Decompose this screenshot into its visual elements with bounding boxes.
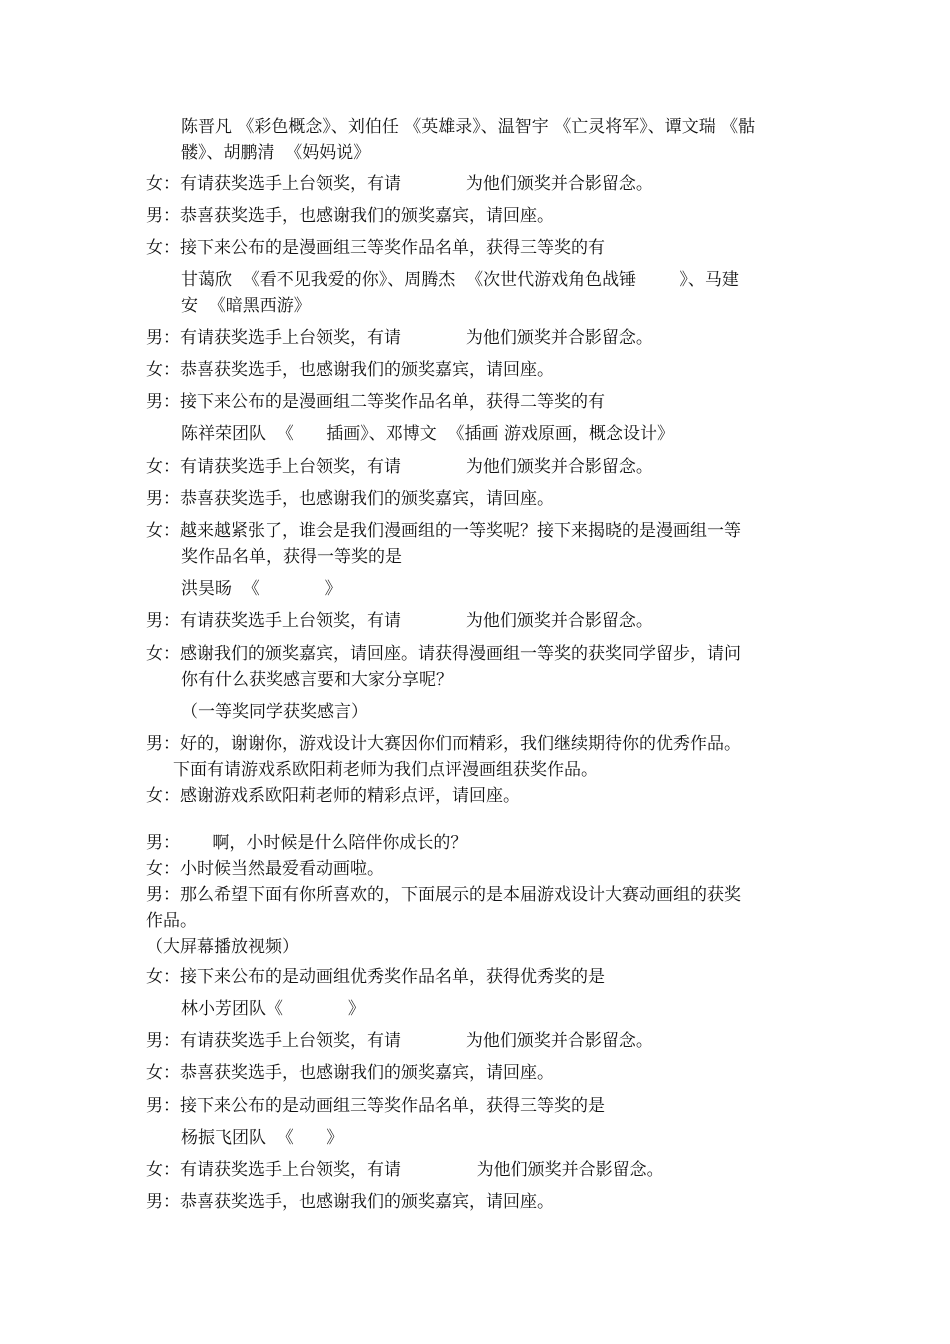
text-line: 安 《暗黑西游》 [181, 296, 311, 316]
text-line: 男：恭喜获奖选手，也感谢我们的颁奖嘉宾，请回座。 [146, 1192, 554, 1212]
text-line: 陈晋凡 《彩色概念》、刘伯任 《英雄录》、温智宇 《亡灵将军》、谭文瑞 《骷 [181, 117, 756, 137]
text-line: 女：接下来公布的是漫画组三等奖作品名单，获得三等奖的有 [146, 238, 605, 258]
text-line: 男：接下来公布的是动画组三等奖作品名单，获得三等奖的是 [146, 1096, 605, 1116]
text-line: 女：越来越紧张了，谁会是我们漫画组的一等奖呢？接下来揭晓的是漫画组一等 [146, 521, 741, 541]
text-line: 甘蔼欣 《看不见我爱的你》、周腾杰 《次世代游戏角色战锤 》、马建 [181, 270, 739, 290]
text-line: 男：有请获奖选手上台领奖，有请 为他们颁奖并合影留念。 [146, 1031, 653, 1051]
text-line: 女：小时候当然最爱看动画啦。 [146, 859, 384, 879]
text-line: 男：恭喜获奖选手，也感谢我们的颁奖嘉宾，请回座。 [146, 206, 554, 226]
text-line: 下面有请游戏系欧阳莉老师为我们点评漫画组获奖作品。 [173, 760, 598, 780]
text-line: 女：有请获奖选手上台领奖，有请 为他们颁奖并合影留念。 [146, 457, 653, 477]
text-line: 男：那么希望下面有你所喜欢的，下面展示的是本届游戏设计大赛动画组的获奖 [146, 885, 741, 905]
text-line: 男：恭喜获奖选手，也感谢我们的颁奖嘉宾，请回座。 [146, 489, 554, 509]
text-line: 男：有请获奖选手上台领奖，有请 为他们颁奖并合影留念。 [146, 328, 653, 348]
text-line: 洪昊旸 《 》 [181, 579, 342, 599]
text-line: （大屏幕播放视频） [146, 937, 299, 957]
text-line: 陈祥荣团队 《 插画》、邓博文 《插画 游戏原画，概念设计》 [181, 424, 674, 444]
text-line: （一等奖同学获奖感言） [181, 702, 368, 722]
text-line: 女：感谢游戏系欧阳莉老师的精彩点评，请回座。 [146, 786, 520, 806]
text-line: 你有什么获奖感言要和大家分享呢？ [181, 670, 453, 690]
text-line: 男：接下来公布的是漫画组二等奖作品名单，获得二等奖的有 [146, 392, 605, 412]
text-line: 男：有请获奖选手上台领奖，有请 为他们颁奖并合影留念。 [146, 611, 653, 631]
text-line: 女：感谢我们的颁奖嘉宾，请回座。请获得漫画组一等奖的获奖同学留步，请问 [146, 644, 741, 664]
text-line: 髅》、胡鹏清 《妈妈说》 [181, 143, 371, 163]
text-line: 杨振飞团队 《 》 [181, 1128, 344, 1148]
text-line: 男：好的，谢谢你，游戏设计大赛因你们而精彩，我们继续期待你的优秀作品。 [146, 734, 741, 754]
text-line: 女：恭喜获奖选手，也感谢我们的颁奖嘉宾，请回座。 [146, 1063, 554, 1083]
text-line: 女：接下来公布的是动画组优秀奖作品名单，获得优秀奖的是 [146, 967, 605, 987]
text-line: 林小芳团队《 》 [181, 999, 365, 1019]
text-line: 作品。 [146, 911, 197, 931]
text-line: 女：有请获奖选手上台领奖，有请 为他们颁奖并合影留念。 [146, 1160, 664, 1180]
text-line: 奖作品名单，获得一等奖的是 [181, 547, 402, 567]
text-line: 女：恭喜获奖选手，也感谢我们的颁奖嘉宾，请回座。 [146, 360, 554, 380]
text-line: 男： 啊，小时候是什么陪伴你成长的？ [146, 833, 468, 853]
text-line: 女：有请获奖选手上台领奖，有请 为他们颁奖并合影留念。 [146, 174, 653, 194]
